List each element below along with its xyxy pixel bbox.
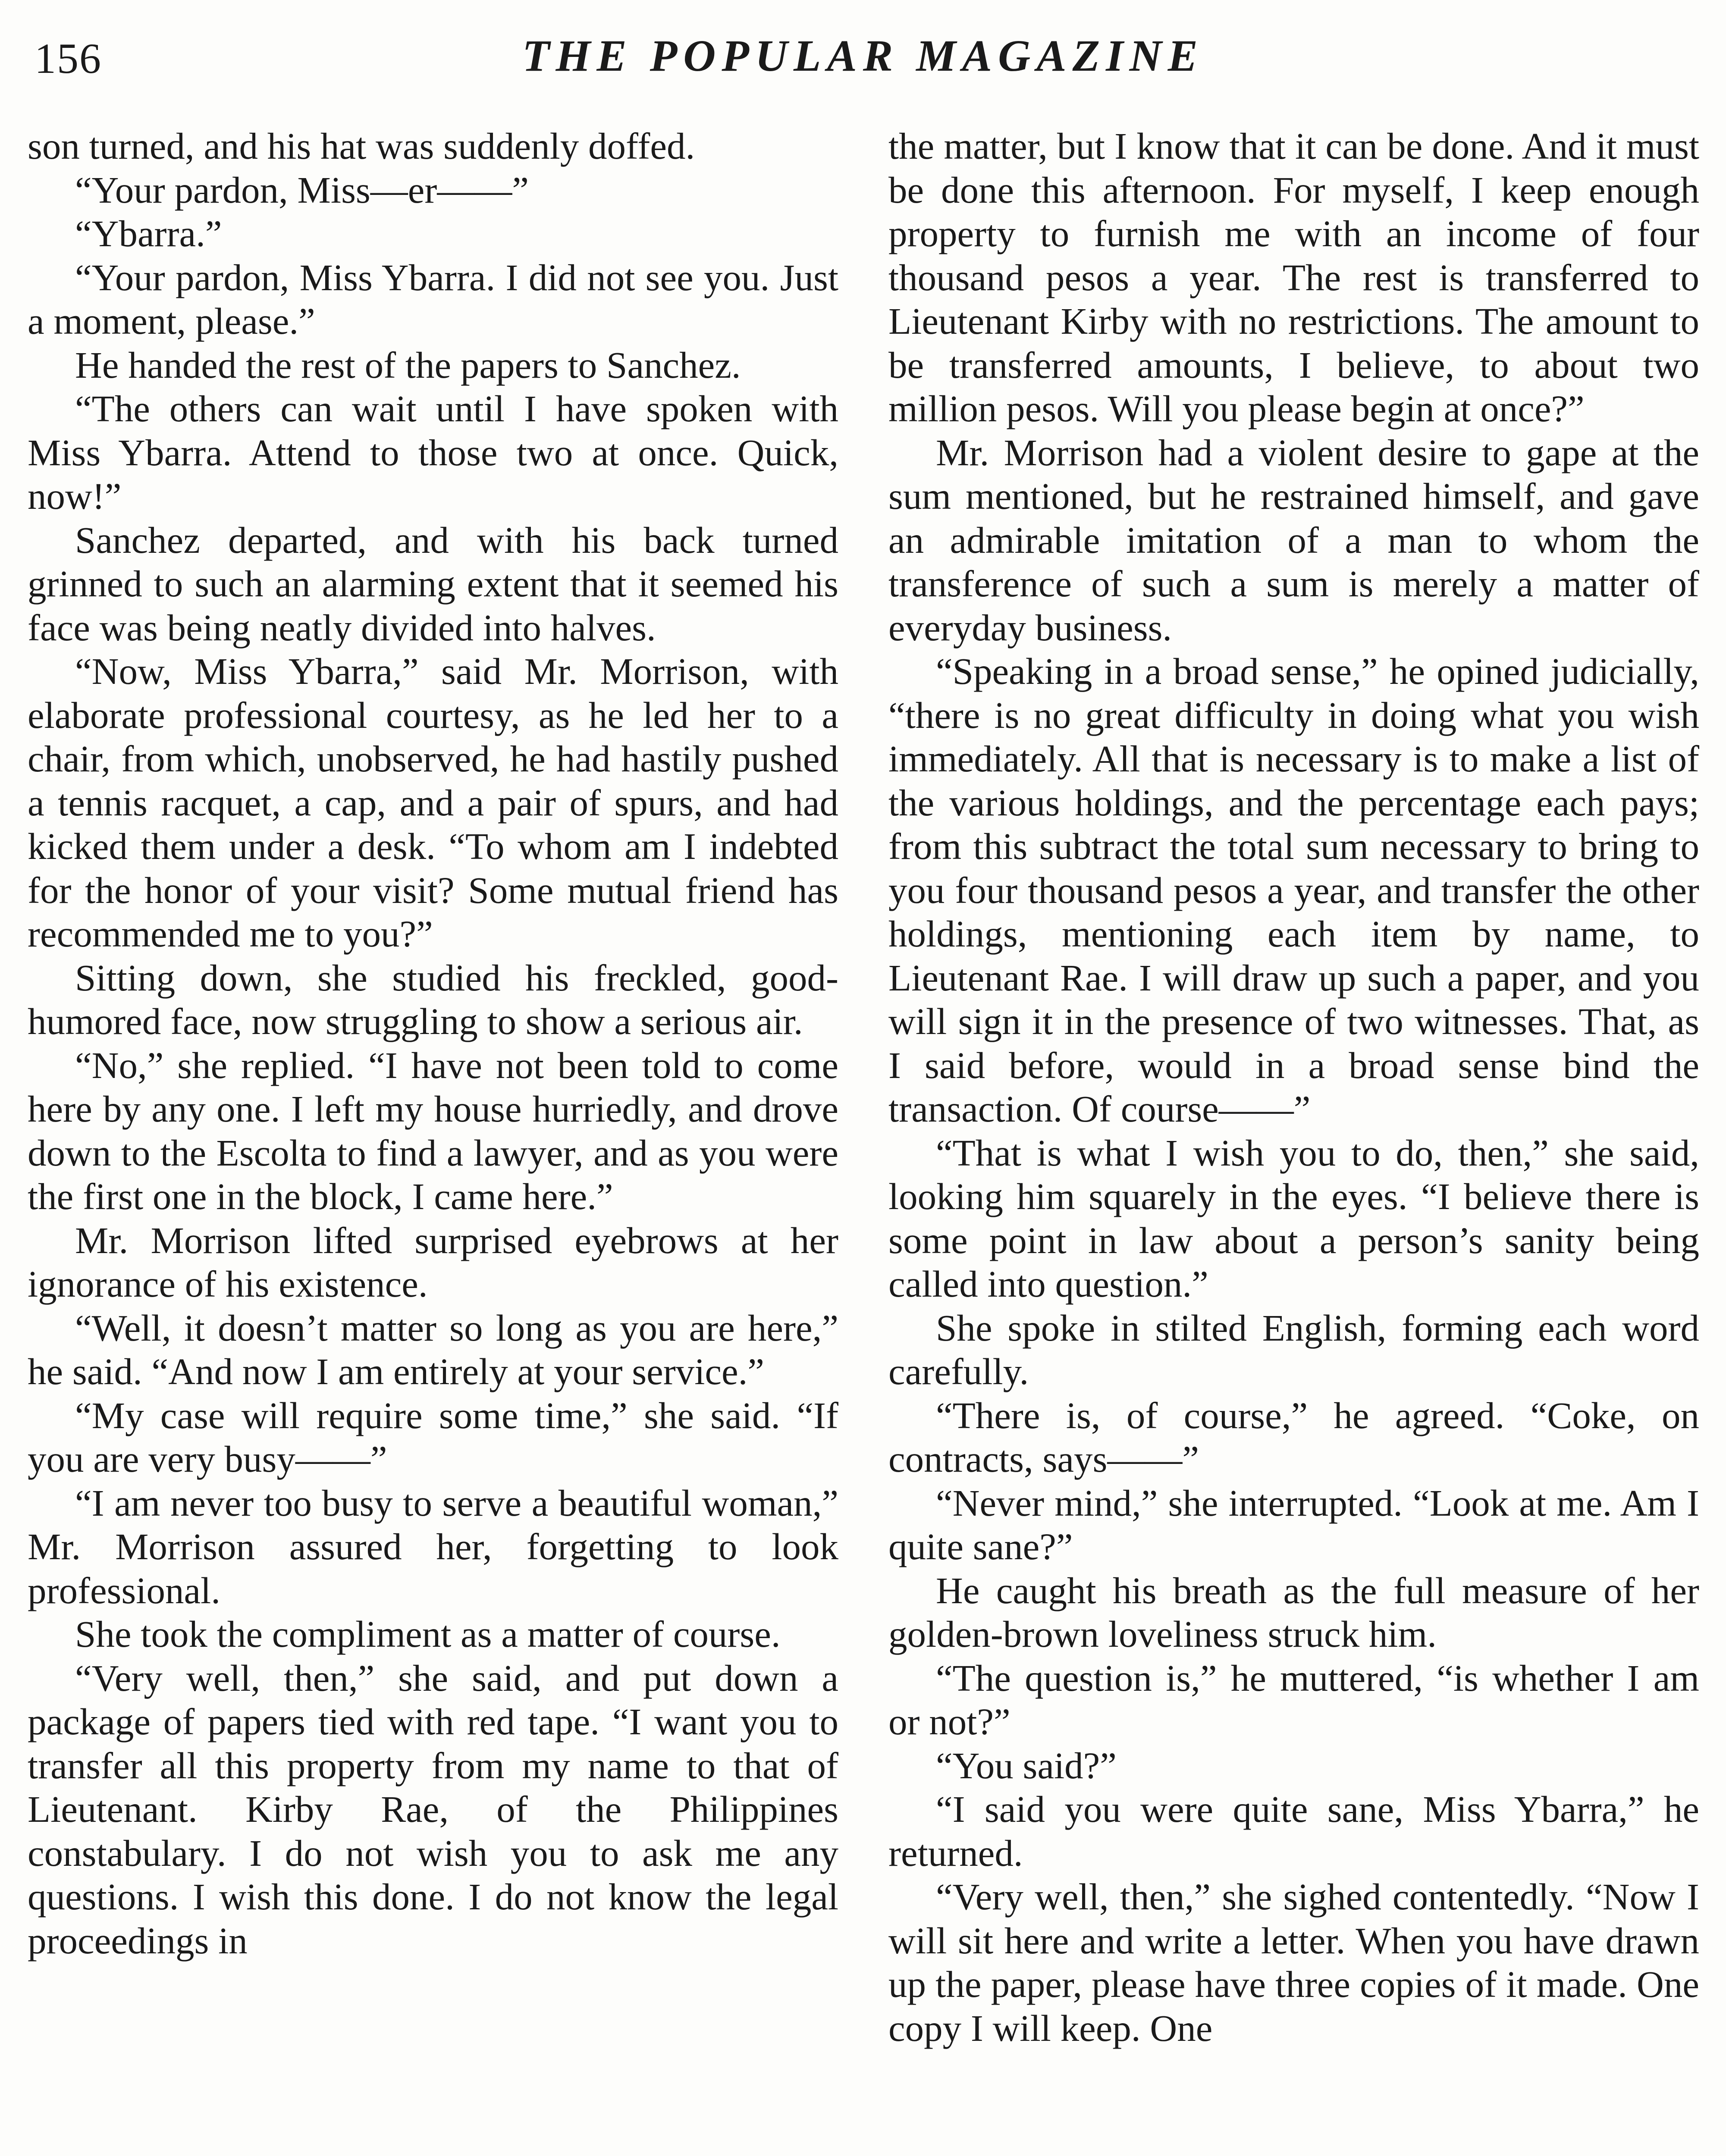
- running-title: THE POPULAR MAGAZINE: [522, 31, 1204, 81]
- paragraph: “The question is,” he muttered, “is whether I am or not?”: [888, 1657, 1699, 1742]
- paragraph: She took the compliment as a matter of course.: [75, 1613, 781, 1655]
- paragraph: the matter, but I know that it can be done. And it must be done this afternoon. For myself, I keep enough property to furnish me with an income of four thousand pesos a year. The rest is transferred to Lieutenant Kirby with no restrictions. The amount to be transferred amounts, I believe, to about two million pesos. Will you please begin at once?”: [888, 125, 1699, 429]
- paragraph: “Your pardon, Miss—er——”: [75, 169, 529, 211]
- paragraph: “Very well, then,” she said, and put down a package of papers tied with red tape. “I want you to transfer all this property from my name to that of Lieutenant. Kirby Rae, of the Philippines constabulary. I do not wish you to ask me any questions. I wish this done. I do not know the legal proceedings in: [28, 1657, 838, 1962]
- paragraph: Mr. Morrison lifted surprised eyebrows at her ignorance of his existence.: [28, 1219, 838, 1305]
- paragraph: Mr. Morrison had a violent desire to gape at the sum mentioned, but he restrained himself, and gave an admirable imitation of a man to whom the transference of such a sum is merely a matter of everyday business.: [888, 431, 1699, 649]
- paragraph: He handed the rest of the papers to Sanchez.: [75, 344, 741, 386]
- paragraph: son turned, and his hat was suddenly doffed.: [28, 125, 695, 167]
- paragraph: “I said you were quite sane, Miss Ybarra,” he returned.: [888, 1788, 1699, 1874]
- paragraph: “Very well, then,” she sighed contentedly. “Now I will sit here and write a letter. When you have drawn up the paper, please have three copies of it made. One copy I will keep. One: [888, 1876, 1699, 2049]
- paragraph: “Never mind,” she interrupted. “Look at me. Am I quite sane?”: [888, 1482, 1699, 1567]
- page-header: [26, 26, 1700, 95]
- paragraph: “There is, of course,” he agreed. “Coke, on contracts, says——”: [888, 1394, 1699, 1480]
- right-column: [888, 124, 1699, 2050]
- left-column: [28, 124, 838, 1962]
- page-number: 156: [35, 34, 102, 82]
- paragraph: Sanchez departed, and with his back turned grinned to such an alarming extent that it seemed his face was being neatly divided into halves.: [28, 519, 838, 649]
- paragraph: “You said?”: [936, 1744, 1117, 1786]
- paragraph: “That is what I wish you to do, then,” she said, looking him squarely in the eyes. “I believe there is some point in law about a person’s sanity being called into question.”: [888, 1131, 1699, 1305]
- paragraph: “No,” she replied. “I have not been told to come here by any one. I left my house hurriedly, and drove down to the Escolta to find a lawyer, and as you were the first one in the block, I came here.”: [28, 1044, 838, 1217]
- paragraph: “Now, Miss Ybarra,” said Mr. Morrison, with elaborate professional courtesy, as he led her to a chair, from which, unobserved, he had hastily pushed a tennis racquet, a cap, and a pair of spurs, and had kicked them under a desk. “To whom am I indebted for the honor of your visit? Some mutual friend has recommended me to you?”: [28, 650, 838, 955]
- paragraph: “My case will require some time,” she said. “If you are very busy——”: [28, 1394, 838, 1480]
- paragraph: “Well, it doesn’t matter so long as you are here,” he said. “And now I am entirely at your service.”: [28, 1307, 838, 1392]
- paragraph: Sitting down, she studied his freckled, good-humored face, now struggling to show a serious air.: [28, 956, 838, 1042]
- paragraph: He caught his breath as the full measure of her golden-brown loveliness struck him.: [888, 1569, 1699, 1655]
- paragraph: “Ybarra.”: [75, 213, 222, 254]
- paragraph: “Your pardon, Miss Ybarra. I did not see you. Just a moment, please.”: [28, 256, 838, 342]
- paragraph: “I am never too busy to serve a beautiful woman,” Mr. Morrison assured her, forgetting to look professional.: [28, 1482, 838, 1611]
- paragraph: “The others can wait until I have spoken with Miss Ybarra. Attend to those two at once. Quick, now!”: [28, 388, 838, 517]
- paragraph: “Speaking in a broad sense,” he opined judicially, “there is no great difficulty in doing what you wish immediately. All that is necessary is to make a list of the various holdings, and the percentage each pays; from this subtract the total sum necessary to bring to you four thousand pesos a year, and transfer the other holdings, mentioning each item by name, to Lieutenant Rae. I will draw up such a paper, and you will sign it in the presence of two witnesses. That, as I said before, would in a broad sense bind the transaction. Of course——”: [888, 650, 1699, 1130]
- paragraph: She spoke in stilted English, forming each word carefully.: [888, 1307, 1699, 1392]
